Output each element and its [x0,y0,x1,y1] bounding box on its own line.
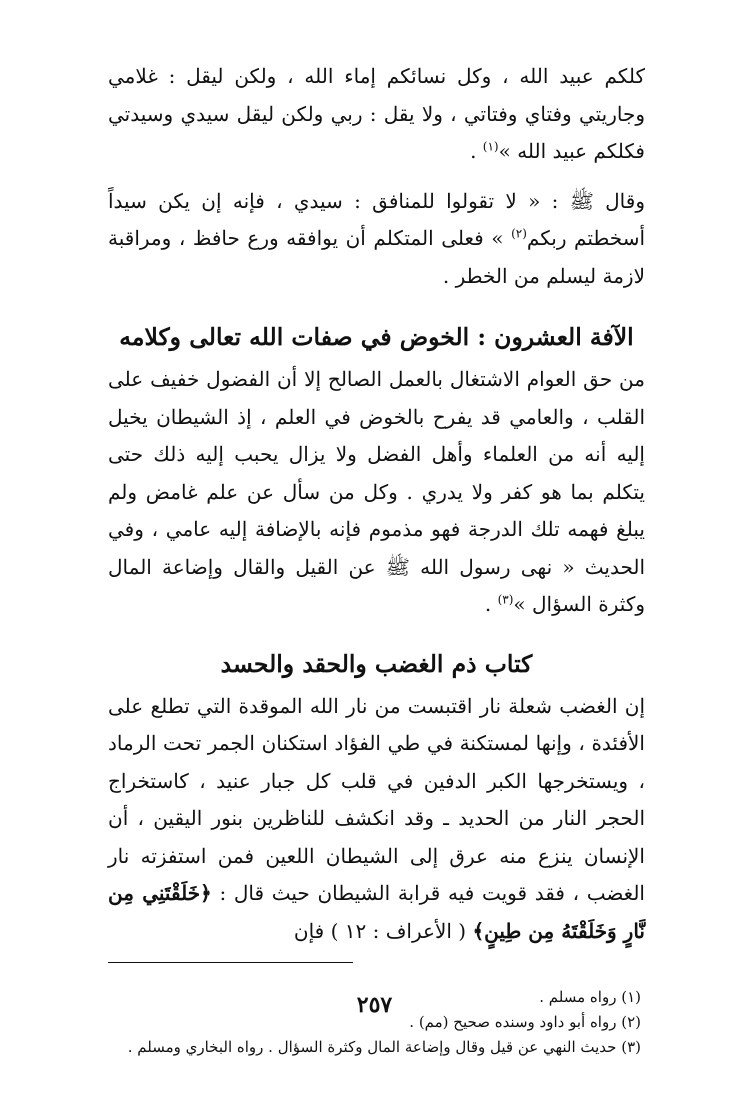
paragraph-text-end: » فعلى المتكلم أن يوافقه ورع حافظ ، ومراقبة لازمة ليسلم من الخطر . [108,226,645,288]
quran-verse: ﴿خَلَقْتَنِي مِن نَّارٍ وَخَلَقْتَهُ مِن طِينٍ﴾ [108,881,645,943]
footnote-3: (٣) حديث النهي عن قيل وقال وإضاعة المال وكثرة السؤال . رواه البخاري ومسلم . [127,1038,641,1056]
paragraph-slaves-of-allah [108,58,645,171]
paragraph-divine-attributes [108,361,645,624]
footnote-divider [108,962,353,963]
footnote-marker: (٢) [511,226,527,241]
footnote-2: (٢) رواه أبو داود وسنده صحيح (مم) . [409,1013,641,1031]
paragraph-text: وقال ﷺ : « لا تقولوا للمنافق : سيدي ، فإنه إن يكن سيداً أسخطتم ربكم [108,188,646,250]
paragraph-text-end: ( الأعراف : ١٢ ) فإن [293,918,473,943]
footnote-1: (١) رواه مسلم . [539,988,641,1006]
page-number: ٢٥٧ [356,992,393,1018]
paragraph-hypocrite-hadith [108,183,645,296]
footnote-marker: (٣) [497,592,514,607]
paragraph-text-end: . [484,592,498,616]
paragraph-text: كلكم عبيد الله ، وكل نسائكم إماء الله ، ولكن ليقل : غلامي وجاريتي وفتاي وفتاتي ، ولا يقل : ربي ولكن ليقل سيدي وسيدتي فكلكم عبيد الله » [108,64,645,163]
paragraph-text: من حق العوام الاشتغال بالعمل الصالح إلا أن الفضول خفيف على القلب ، والعامي قد يفرح بالخوض في العلم ، إذ الشيطان يخيل إليه أنه من العلماء وأهل الفضل ولا يزال يحبب إليه ذلك حتى يتكلم بما هو كفر ولا يدري . وكل من سأل عن علم غامض ولم يبلغ فهمه تلك الدرجة فهو مذموم فإنه بالإضافة إليه عامي ، وفي الحديث « نهى رسول الله ﷺ عن القيل والقال وإضاعة المال وكثرة السؤال » [108,367,646,616]
footnote-marker: (١) [482,139,499,154]
paragraph-anger [108,688,645,951]
paragraph-text: إن الغضب شعلة نار اقتبست من نار الله الموقدة التي تطلع على الأفئدة ، وإنها لمستكنة في طي الفؤاد استكنان الجمر تحت الرماد ، ويستخرجها الكبر الدفين في قلب كل جبار عنيد ، كاستخراج الحجر النار من الحديد ـ وقد انكشف للناظرين بنور اليقين ، أن الإنسان ينزع منه عرق إلى الشيطان اللعين فمن استفزته نار الغضب ، فقد قويت فيه قرابة الشيطان حيث قال : [108,693,645,905]
paragraph-text-end: . [470,139,483,163]
section-heading-anger-book: كتاب ذم الغضب والحقد والحسد [220,649,533,678]
section-heading-twentieth-bane: الآفة العشرون : الخوض في صفات الله تعالى وكلامه [119,323,634,351]
